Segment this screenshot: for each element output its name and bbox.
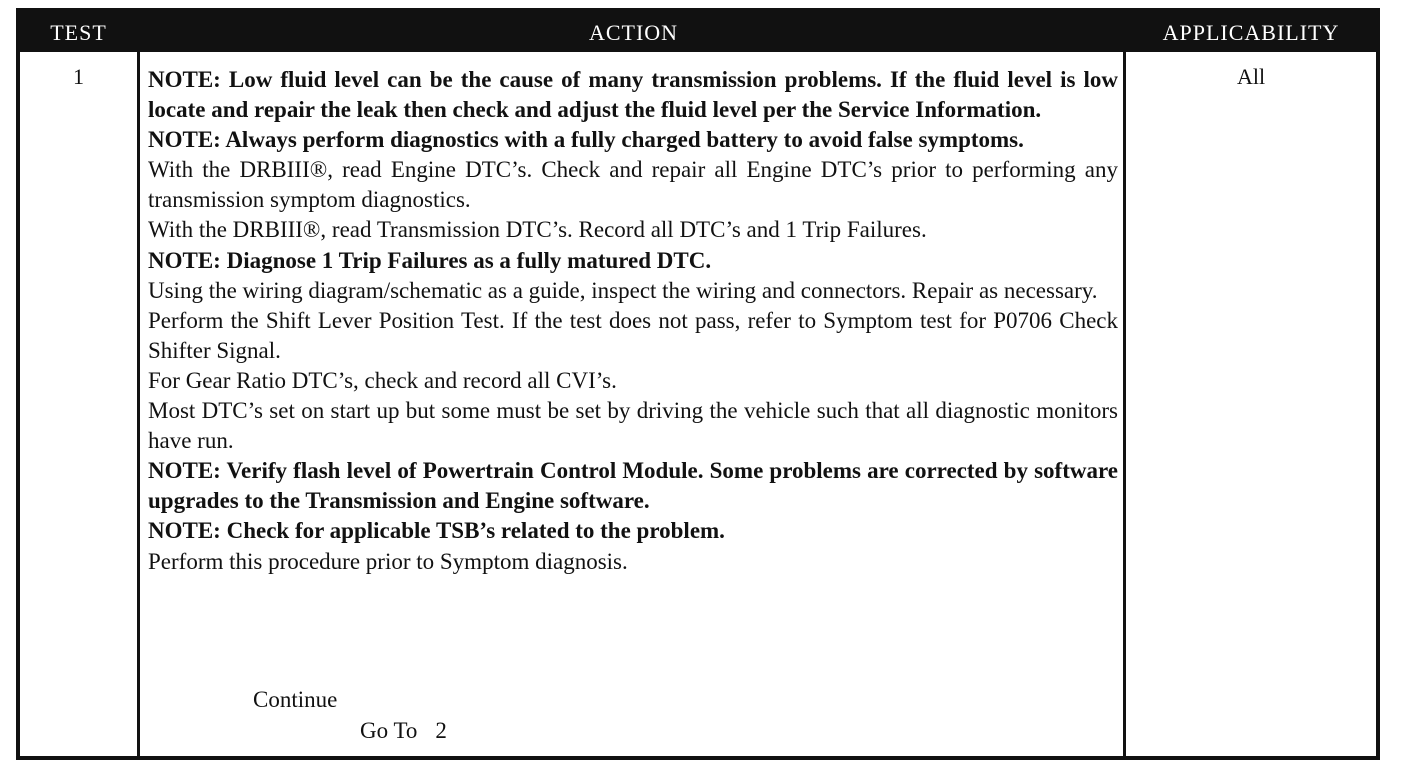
test-number: 1 xyxy=(73,64,84,89)
action-step: Perform this procedure prior to Symptom diagnosis. xyxy=(148,548,628,574)
goto-label: Go To xyxy=(360,718,418,743)
goto-target: 2 xyxy=(435,718,447,743)
action-note: NOTE: Check for applicable TSB’s related to the problem. xyxy=(148,518,725,544)
column-divider-applicability xyxy=(1123,52,1126,756)
continue-label: Continue xyxy=(253,687,338,712)
action-step: Most DTC’s set on start up but some must be set by driving the vehicle such that all diagnostic monitors have run. xyxy=(148,398,1118,454)
action-step: Using the wiring diagram/schematic as a guide, inspect the wiring and connectors. Repair as necessary. xyxy=(148,277,1098,303)
diagnostic-table xyxy=(16,8,1380,760)
action-step: With the DRBIII®, read Engine DTC’s. Check and repair all Engine DTC’s prior to performing any transmission symptom diagnostics. xyxy=(148,157,1118,213)
applicability-value: All xyxy=(1236,64,1266,89)
goto-instruction xyxy=(360,718,447,744)
header-action: ACTION xyxy=(588,20,679,45)
action-note: NOTE: Always perform diagnostics with a fully charged battery to avoid false symptoms. xyxy=(148,127,1024,153)
action-cell xyxy=(148,65,1118,577)
action-note: NOTE: Low fluid level can be the cause of many transmission problems. If the fluid level is low locate and repair the leak then check and adjust the fluid level per the Service Information. xyxy=(148,67,1118,123)
action-note: NOTE: Diagnose 1 Trip Failures as a fully matured DTC. xyxy=(148,247,712,273)
column-divider-test xyxy=(137,52,140,756)
table-header xyxy=(20,12,1376,52)
action-step: For Gear Ratio DTC’s, check and record all CVI’s. xyxy=(148,367,617,393)
action-note: NOTE: Verify flash level of Powertrain Control Module. Some problems are corrected by software upgrades to the Transmission and Engine software. xyxy=(148,458,1118,514)
header-applicability: APPLICABILITY xyxy=(1162,20,1340,45)
action-step: Perform the Shift Lever Position Test. If the test does not pass, refer to Symptom test for P0706 Check Shifter Signal. xyxy=(148,307,1118,363)
header-test: TEST xyxy=(50,20,107,45)
action-step: With the DRBIII®, read Transmission DTC’s. Record all DTC’s and 1 Trip Failures. xyxy=(148,217,927,243)
